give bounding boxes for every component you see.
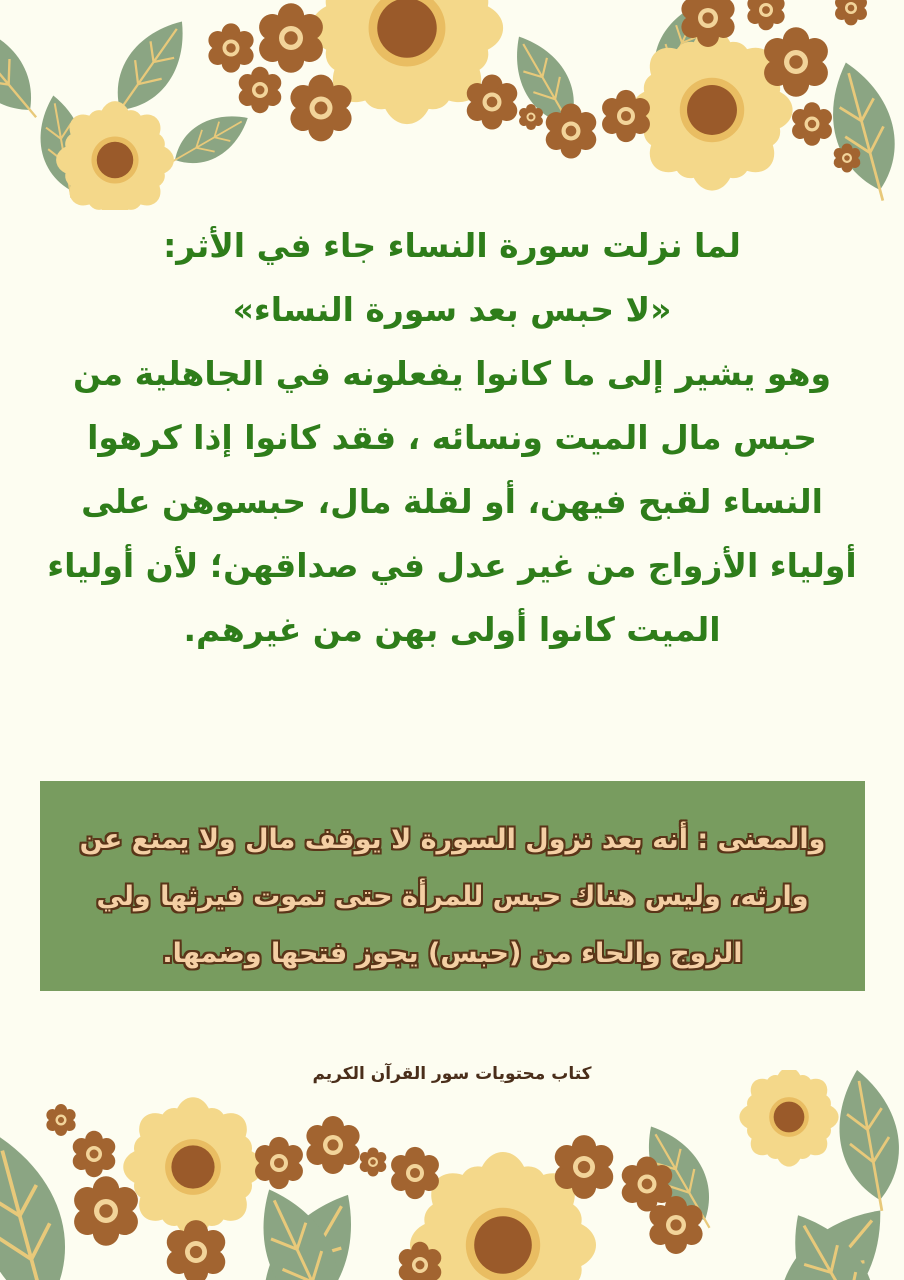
- flower-icon: [833, 0, 870, 25]
- flower-icon: [731, 1070, 848, 1175]
- flower-icon: [162, 1220, 229, 1280]
- meaning-line: الزوج والحاء من (حبس) يجوز فتحها وضمها.: [162, 938, 743, 969]
- flower-icon: [358, 1148, 389, 1177]
- flower-icon: [236, 67, 285, 113]
- meaning-line: والمعنى : أنه بعد نزول السورة لا يوقف مال ولا يمنع عن: [79, 824, 826, 855]
- flower-icon: [251, 1137, 306, 1189]
- meaning-paragraph: [68, 811, 837, 982]
- footer-book-title: كتاب محتويات سور القرآن الكريم: [312, 1064, 592, 1084]
- main-text-line: أولياء الأزواج من غير عدل في صداقهن؛ لأن أولياء: [47, 546, 857, 585]
- leaf-icon: [160, 102, 257, 179]
- flower-icon: [44, 1104, 78, 1136]
- main-text-line: حبس مال الميت ونسائه ، فقد كانوا إذا كرهوا: [87, 418, 817, 457]
- main-text-line: وهو يشير إلى ما كانوا يفعلونه في الجاهلية من: [72, 354, 832, 393]
- top-floral-decoration: [0, 0, 904, 210]
- meaning-line: وارثه، وليس هناك حبس للمرأة حتى تموت فيرثها ولي: [96, 881, 809, 912]
- flower-icon: [69, 1176, 142, 1246]
- leaf-icon: [829, 1070, 904, 1216]
- main-paragraph: [40, 214, 864, 662]
- flower-icon: [70, 1131, 119, 1177]
- bottom-floral-decoration: [0, 1070, 904, 1280]
- main-text-line: النساء لقبح فيهن، أو لقلة مال، حبسوهن على: [81, 482, 823, 521]
- main-text-line: الميت كانوا أولى بهن من غيرهم.: [183, 610, 721, 649]
- main-quote-line: «لا حبس بعد سورة النساء»: [232, 290, 672, 329]
- meaning-box: [40, 781, 865, 991]
- flower-icon: [302, 1116, 363, 1174]
- flower-icon: [745, 0, 788, 30]
- flower-icon: [789, 102, 835, 146]
- flower-icon: [205, 23, 257, 72]
- main-heading-line: لما نزلت سورة النساء جاء في الأثر:: [163, 226, 741, 265]
